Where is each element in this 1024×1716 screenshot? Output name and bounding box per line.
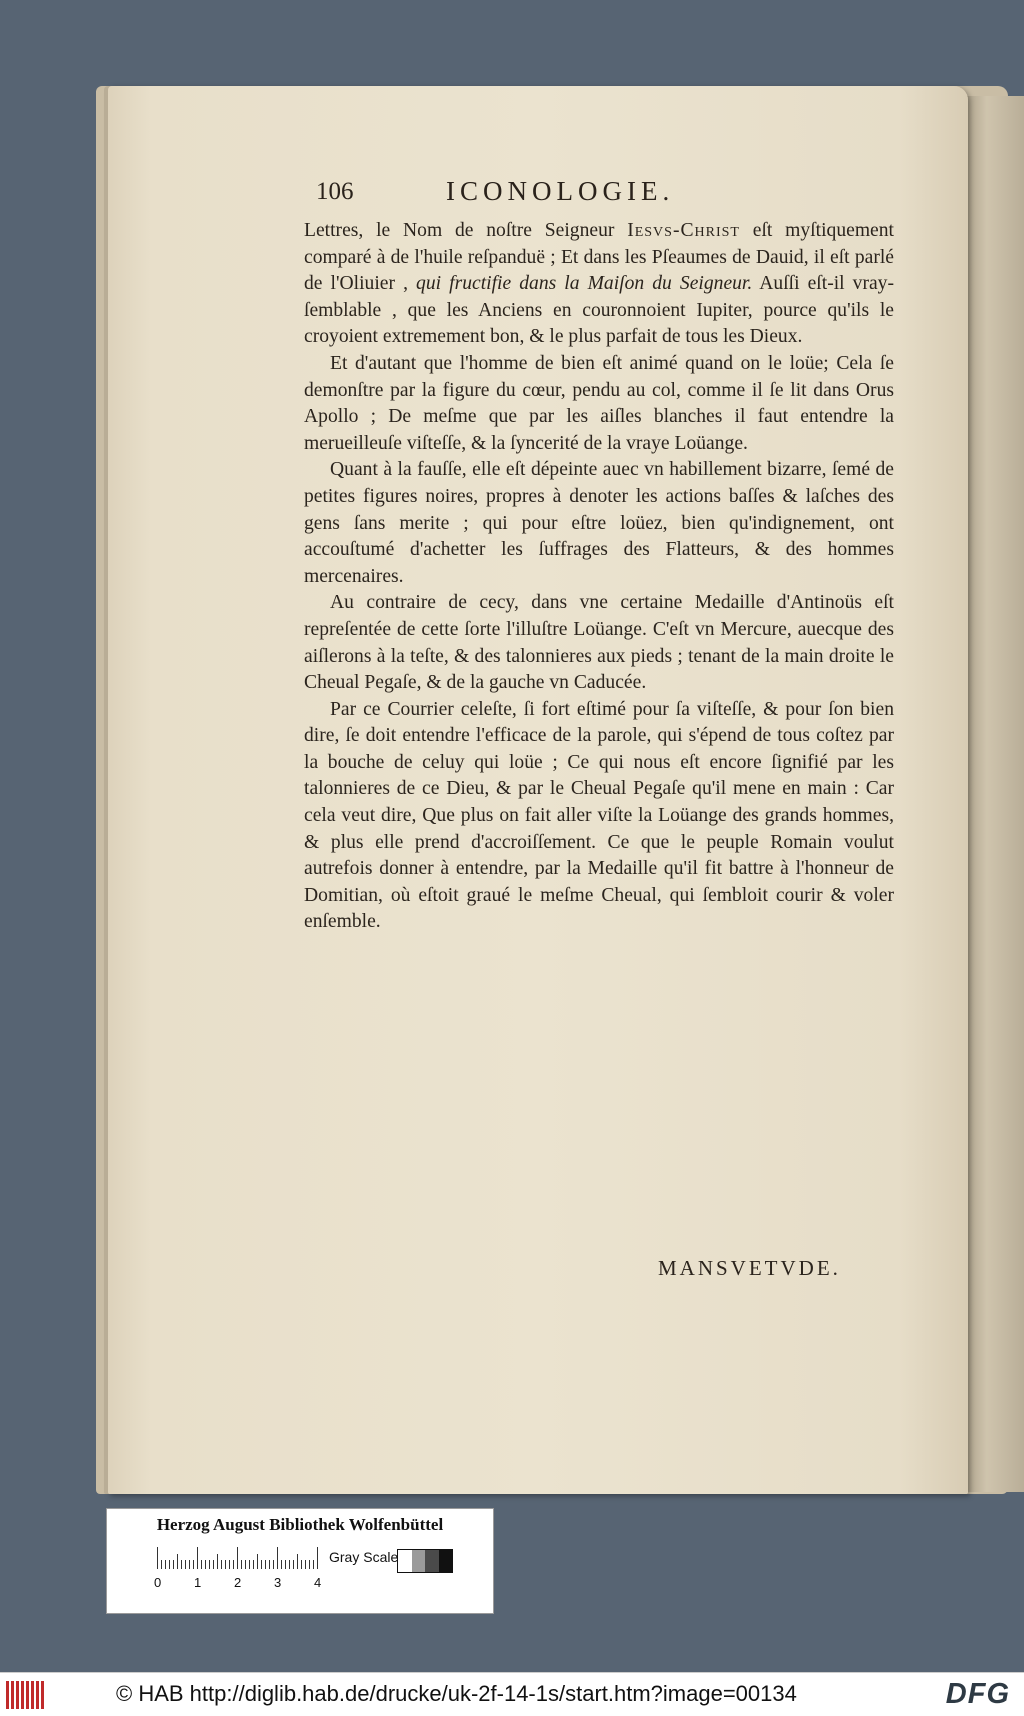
catchword: MANSVETVDE. xyxy=(658,1256,841,1280)
color-calibration-card xyxy=(106,1508,494,1614)
gray-scale-swatches xyxy=(397,1549,453,1573)
paragraph xyxy=(304,218,894,351)
ruler-tick xyxy=(177,1554,178,1569)
ruler-tick xyxy=(285,1560,286,1569)
text-segment: Par ce Courrier celeſte, ſi fort eſtimé pour ſa viſteſſe, & pour ſon bien dire, ſe doit entendre l'efficace de la parole, qui s'épend de tous coſtez par la bouche de celuy qui loüe ; Ce qui nous eſt encore ſignifié par les talonnieres de ce Dieu, & par le Cheual Pegaſe qu'il mene en main : Car cela veut dire, Que plus on fait aller viſte la Loüange des grands hommes, & plus elle prend d'accroiſſement. Ce que le peuple Romain voulut autrefois donner à entendre, par la Medaille qu'il fit battre à l'honneur de Domitian, où eſtoit graué le meſme Cheual, qui ſembloit courir & voler enſemble. xyxy=(304,698,894,933)
ruler-tick xyxy=(213,1560,214,1569)
ruler-tick xyxy=(317,1547,318,1569)
text-segment: Quant à la fauſſe, elle eſt dépeinte auec vn habillement bizarre, ſemé de petites figures noires, propres à denoter les actions baſſes & laſches des gens ſans merite ; qui pour eſtre loüez, bien qu'indignement, ont accouſtumé d'achetter les ſuffrages des Flatteurs, & des hommes mercenaires. xyxy=(304,459,894,587)
ruler-tick xyxy=(161,1560,162,1569)
text-segment: Et d'autant que l'homme de bien eſt animé quand on le loüe; Cela ſe demonſtre par la figure du cœur, pendu au col, comme il ſe lit dans Orus Apollo ; De meſme que par les aiſles blanches il faut entendre la merueilleuſe viſteſſe, & la ſyncerité de la vraye Loüange. xyxy=(304,352,894,454)
ruler-tick xyxy=(245,1560,246,1569)
scale-number: 3 xyxy=(274,1575,282,1590)
scale-number: 0 xyxy=(154,1575,162,1590)
page-text xyxy=(304,218,894,936)
scale-number: 1 xyxy=(194,1575,202,1590)
ruler-tick xyxy=(157,1547,158,1569)
dfg-logo: DFG xyxy=(945,1678,1010,1710)
running-title: ICONOLOGIE. xyxy=(446,176,675,206)
ruler-tick xyxy=(193,1560,194,1569)
page-header xyxy=(316,176,876,216)
gray-swatch xyxy=(412,1550,426,1572)
ruler-tick xyxy=(257,1554,258,1569)
footer-bar xyxy=(0,1672,1024,1716)
ruler-tick xyxy=(249,1560,250,1569)
ruler-tick xyxy=(261,1560,262,1569)
ruler-tick xyxy=(173,1560,174,1569)
paragraph xyxy=(304,457,894,590)
barcode-icon xyxy=(6,1681,46,1709)
ruler-tick xyxy=(273,1560,274,1569)
ruler-tick xyxy=(165,1560,166,1569)
ruler-tick xyxy=(205,1560,206,1569)
ruler-tick xyxy=(225,1560,226,1569)
ruler-tick xyxy=(269,1560,270,1569)
ruler-tick xyxy=(265,1560,266,1569)
ruler-tick xyxy=(189,1560,190,1569)
ruler-tick xyxy=(237,1547,238,1569)
text-segment: qui fructifie dans la Maiſon du Seigneur. xyxy=(416,273,753,295)
ruler-tick xyxy=(305,1560,306,1569)
ruler-tick xyxy=(309,1560,310,1569)
scale-number: 2 xyxy=(234,1575,242,1590)
scale-numbers xyxy=(154,1575,357,1595)
text-segment: Lettres, le Nom de noſtre Seigneur xyxy=(304,220,628,241)
ruler-tick xyxy=(313,1560,314,1569)
book-page-edges xyxy=(962,96,1024,1492)
text-segment: Iesvs-Christ xyxy=(627,220,740,241)
gray-scale-label: Gray Scale xyxy=(329,1549,399,1565)
ruler-tick xyxy=(185,1560,186,1569)
ruler-tick xyxy=(253,1560,254,1569)
ruler-tick xyxy=(289,1560,290,1569)
paragraph xyxy=(304,590,894,696)
page-number: 106 xyxy=(316,178,354,205)
ruler-tick xyxy=(201,1560,202,1569)
ruler-tick xyxy=(233,1560,234,1569)
ruler-tick xyxy=(297,1554,298,1569)
gray-swatch xyxy=(439,1550,453,1572)
scale-ruler xyxy=(157,1545,325,1569)
paragraph xyxy=(304,351,894,457)
ruler-tick xyxy=(221,1560,222,1569)
ruler-tick xyxy=(301,1560,302,1569)
copyright-url[interactable]: © HAB http://diglib.hab.de/drucke/uk-2f-14-1s/start.htm?image=00134 xyxy=(116,1681,797,1706)
ruler-tick xyxy=(293,1560,294,1569)
gray-swatch xyxy=(398,1550,412,1572)
ruler-tick xyxy=(281,1560,282,1569)
gray-swatch xyxy=(425,1550,439,1572)
ruler-tick xyxy=(277,1547,278,1569)
ruler-tick xyxy=(181,1560,182,1569)
paragraph xyxy=(304,697,894,936)
ruler-tick xyxy=(241,1560,242,1569)
ruler-tick xyxy=(209,1560,210,1569)
scale-number: 4 xyxy=(314,1575,322,1590)
ruler-tick xyxy=(197,1547,198,1569)
library-name: Herzog August Bibliothek Wolfenbüttel xyxy=(156,1515,444,1534)
text-segment: Auſſi eſt-il vray-ſemblable , que les Anciens en couronnoient Iupiter, pource qu'ils le croyoient extremement bon, & le plus parfait de tous les Dieux. xyxy=(304,273,895,348)
ruler-tick xyxy=(217,1554,218,1569)
ruler-tick xyxy=(169,1560,170,1569)
text-segment: eſt myſtiquement comparé à de l'huile reſpanduë ; Et dans les Pſeaumes de Dauid, il eſt parlé de l'Oliuier , xyxy=(304,220,894,295)
text-segment: Au contraire de cecy, dans vne certaine Medaille d'Antinoüs eſt repreſentée de cette ſorte l'illuſtre Loüange. C'eſt vn Mercure, auecque des aiſlerons à la teſte, & des talonnieres aux pieds ; tenant de la main droite le Cheual Pegaſe, & de la gauche vn Caducée. xyxy=(304,592,894,694)
ruler-tick xyxy=(229,1560,230,1569)
